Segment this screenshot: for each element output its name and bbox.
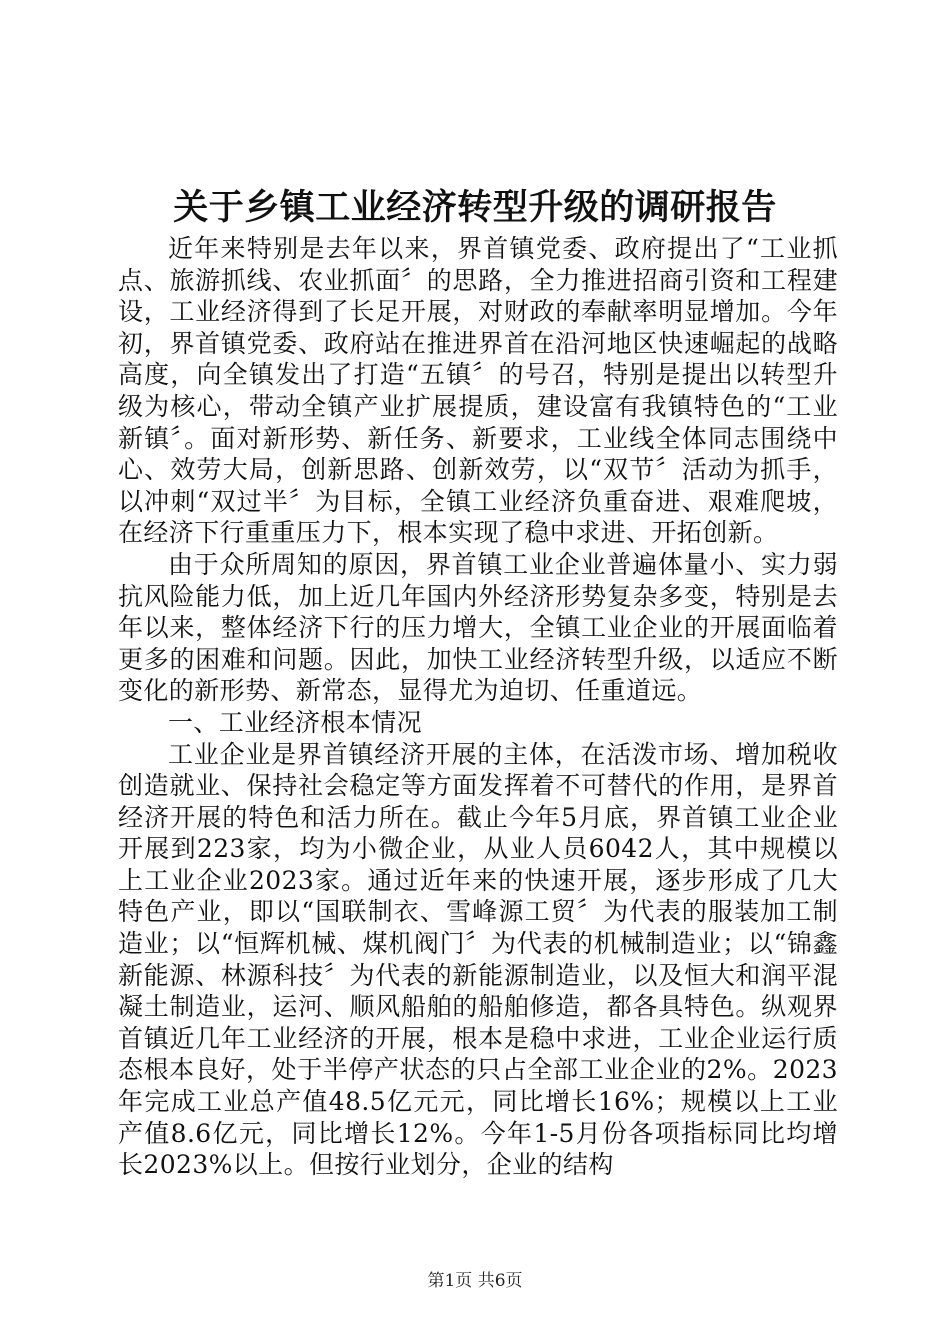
document-title: 关于乡镇工业经济转型升级的调研报告 — [173, 188, 777, 228]
body-paragraph-2: 由于众所周知的原因，界首镇工业企业普遍体量小、实力弱抗风险能力低，加上近几年国内外经济形势复杂多变，特别是去年以来，整体经济下行的压力增大，全镇工业企业的开展面临着更多的困难和问题。因此，加快工业经济转型升级，以适应不断变化的新形势、新常态，显得尤为迫切、任重道远。 — [118, 549, 838, 706]
page-footer: 第1页 共6页 — [427, 1271, 523, 1291]
section-paragraph: 工业企业是界首镇经济开展的主体，在活泼市场、增加税收创造就业、保持社会稳定等方面发挥着不可替代的作用，是界首经济开展的特色和活力所在。截止今年5月底，界首镇工业企业开展到223家，均为小微企业，从业人员6042人，其中规模以上工业企业2023家。通过近年来的快速开展，逐步形成了几大特色产业，即以“国联制衣、雪峰源工贸〞为代表的服装加工制造业；以“恒辉机械、煤机阀门〞为代表的机械制造业；以“锦鑫新能源、林源科技〞为代表的新能源制造业，以及恒大和润平混凝土制造业，运河、顺风船舶的船舶修造，都各具特色。纵观界首镇近几年工业经济的开展，根本是稳中求进，工业企业运行质态根本良好，处于半停产状态的只占全部工业企业的2%。2023年完成工业总产值48.5亿元元，同比增长16%；规模以上工业产值8.6亿元，同比增长12%。今年1-5月份各项指标同比均增长2023%以上。但按行业划分，企业的结构 — [118, 739, 838, 1180]
body-paragraph-1: 近年来特别是去年以来，界首镇党委、政府提出了“工业抓点、旅游抓线、农业抓面〞的思路，全力推进招商引资和工程建设，工业经济得到了长足开展，对财政的奉献率明显增加。今年初，界首镇党委、政府站在推进界首在沿河地区快速崛起的战略高度，向全镇发出了打造“五镇〞的号召，特别是提出以转型升级为核心，带动全镇产业扩展提质，建设富有我镇特色的“工业新镇〞。面对新形势、新任务、新要求，工业线全体同志围绕中心、效劳大局，创新思路、创新效劳，以“双节〞活动为抓手，以冲刺“双过半〞为目标，全镇工业经济负重奋进、艰难爬坡，在经济下行重重压力下，根本实现了稳中求进、开拓创新。 — [118, 234, 838, 548]
document-body — [118, 233, 838, 1181]
section-heading: 一、工业经济根本情况 — [168, 707, 423, 737]
